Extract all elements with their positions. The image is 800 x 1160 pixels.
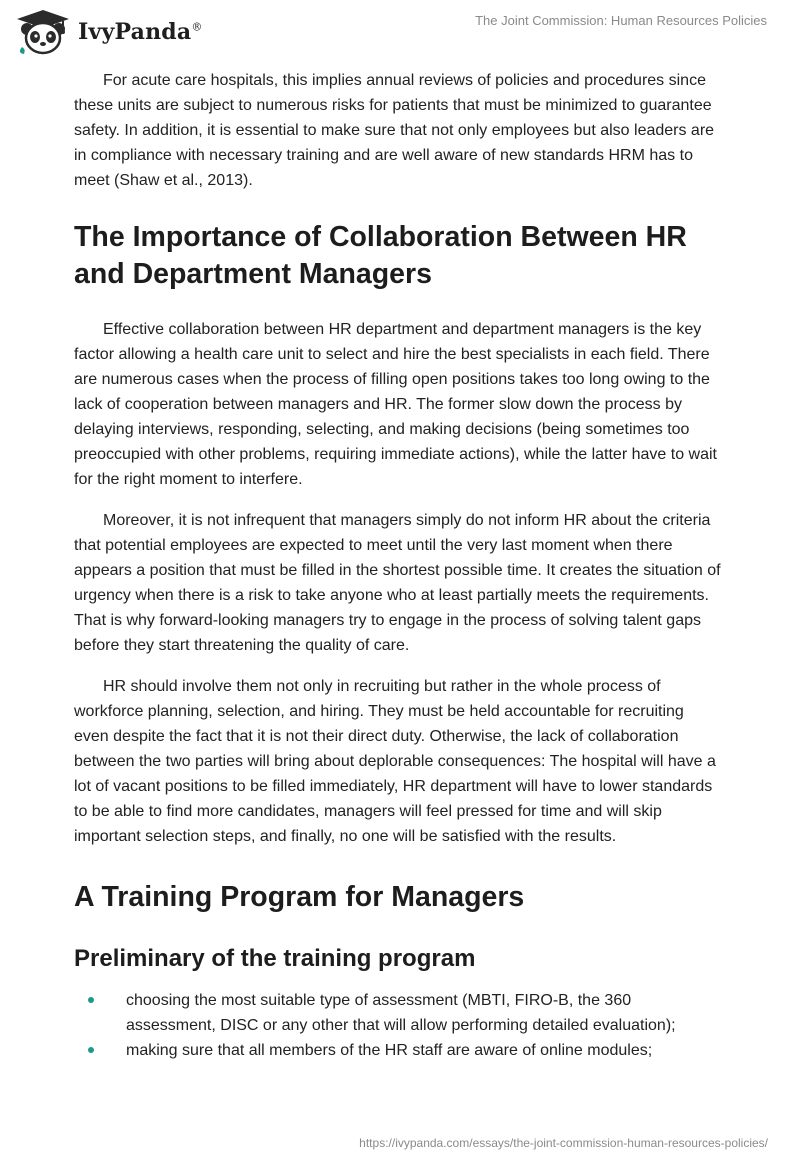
subheading-preliminary: Preliminary of the training program: [74, 945, 476, 972]
panda-graduate-icon: [14, 9, 72, 55]
source-url[interactable]: https://ivypanda.com/essays/the-joint-commission-human-resources-policies/: [359, 1136, 768, 1150]
section-heading-training: A Training Program for Managers: [74, 881, 525, 913]
running-title: The Joint Commission: Human Resources Policies: [475, 13, 767, 28]
intro-paragraph: For acute care hospitals, this implies annual reviews of policies and procedures since these units are subject to numerous risks for patients that must be minimized to guarantee safety. In addition, it is essential to make sure that not only employees but also leaders are in compliance with necessary training and are well aware of new standards HRM has to meet (Shaw et al., 2013).: [74, 72, 715, 189]
paragraph: HR should involve them not only in recruiting but rather in the whole process of workforce planning, selection, and hiring. They must be held accountable for recruiting even despite the fact that it is not their direct duty. Otherwise, the lack of collaboration between the two parties will bring about deplorable consequences: The hospital will have a lot of vacant positions to be filled immediately, HR department will have to lower standards to be able to find more candidates, managers will feel pressed for time and will skip important selection steps, and finally, no one will be satisfied with the results.: [74, 678, 716, 845]
ivypanda-logo[interactable]: [14, 9, 224, 55]
list-item: making sure that all members of the HR staff are aware of online modules;: [74, 1038, 722, 1063]
page-header: [0, 0, 800, 64]
bullet-icon: [88, 997, 94, 1003]
bullet-icon: [88, 1047, 94, 1053]
registered-mark: ®: [191, 20, 203, 34]
article-body: [74, 68, 722, 1063]
list-item: choosing the most suitable type of assessment (MBTI, FIRO-B, the 360 assessment, DISC or any other that will allow performing detailed evaluation);: [74, 988, 722, 1038]
section-heading-collaboration: The Importance of Collaboration Between HR and Department Managers: [74, 221, 687, 290]
paragraph: Moreover, it is not infrequent that managers simply do not inform HR about the criteria that potential employees are expected to meet until the very last moment when there appears a position that must be filled in the shortest possible time. It creates the situation of urgency when there is a risk to take anyone who at least partially meets the requirements. That is why forward-looking managers try to engage in the process of solving talent gaps before they start threatening the quality of care.: [74, 512, 721, 654]
brand-name: IvyPanda®: [78, 19, 203, 45]
paragraph: Effective collaboration between HR department and department managers is the key factor allowing a health care unit to select and hire the best specialists in each field. There are numerous cases when the process of filling open positions takes too long owing to the lack of cooperation between managers and HR. The former slow down the process by delaying interviews, responding, selecting, and making decisions (being sometimes too preoccupied with other problems, requiring immediate actions), while the latter have to wait for the right moment to interfere.: [74, 321, 717, 488]
bullet-list: [74, 988, 722, 1063]
